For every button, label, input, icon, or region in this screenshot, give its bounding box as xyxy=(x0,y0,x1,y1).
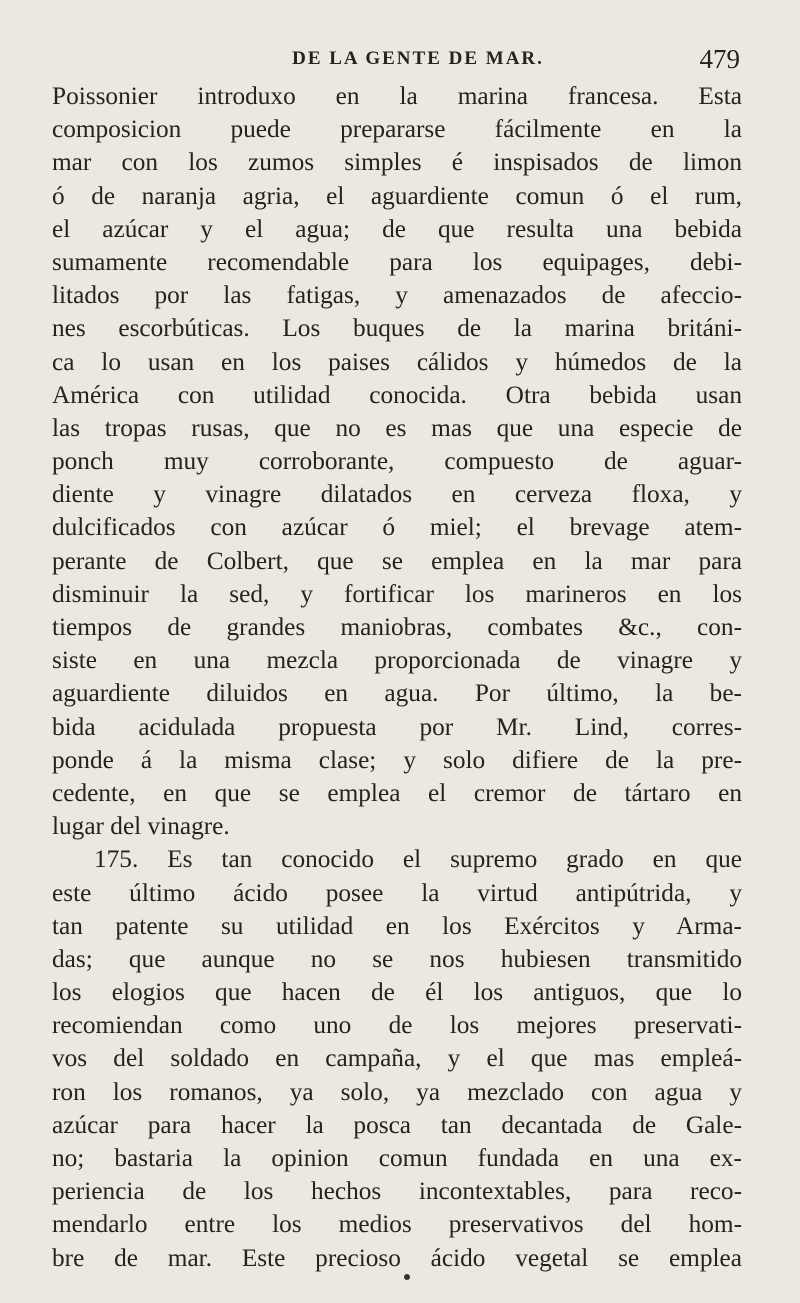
running-head xyxy=(96,40,740,74)
text-line: los elogios que hacen de él los antiguos, que lo xyxy=(52,978,742,1007)
paragraph-end-line: lugar del vinagre. xyxy=(52,812,230,841)
text-line: bida acidulada propuesta por Mr. Lind, corres- xyxy=(52,712,742,741)
text-line: azúcar para hacer la posca tan decantada de Gale- xyxy=(52,1110,742,1139)
text-line: periencia de los hechos incontextables, para reco- xyxy=(52,1177,742,1206)
text-line: composicion puede prepararse fácilmente en la xyxy=(52,115,742,144)
text-line: ponde á la misma clase; y solo difiere de la pre- xyxy=(52,745,742,774)
text-line: diente y vinagre dilatados en cerveza floxa, y xyxy=(52,480,742,509)
section-175-first-line: 175. Es tan conocido el supremo grado en que xyxy=(94,845,742,874)
text-line: mar con los zumos simples é inspisados de limon xyxy=(52,148,742,177)
text-line: litados por las fatigas, y amenazados de afeccio- xyxy=(52,281,742,310)
text-line: Poissonier introduxo en la marina francesa. Esta xyxy=(52,82,742,110)
text-line: América con utilidad conocida. Otra bebida usan xyxy=(52,380,742,409)
text-line: sumamente recomendable para los equipages, debi- xyxy=(52,247,742,276)
text-line: ó de naranja agria, el aguardiente comun ó el rum, xyxy=(52,181,742,210)
text-line: bre de mar. Este precioso ácido vegetal se emplea xyxy=(52,1243,742,1272)
text-line: das; que aunque no se nos hubiesen transmitido xyxy=(52,944,742,973)
text-line: las tropas rusas, que no es mas que una especie de xyxy=(52,413,742,442)
text-line: tiempos de grandes maniobras, combates &c., con- xyxy=(52,613,742,641)
text-line: dulcificados con azúcar ó miel; el brevage atem- xyxy=(52,513,742,542)
body-text xyxy=(52,80,742,1275)
text-line: aguardiente diluidos en agua. Por último, la be- xyxy=(52,679,742,708)
text-line: no; bastaria la opinion comun fundada en una ex- xyxy=(52,1144,742,1172)
text-line: este último ácido posee la virtud antipútrida, y xyxy=(52,878,742,907)
text-line: perante de Colbert, que se emplea en la mar para xyxy=(52,546,742,575)
text-line: mendarlo entre los medios preservativos del hom- xyxy=(52,1210,742,1239)
page-number: 479 xyxy=(699,44,740,74)
ink-speck xyxy=(404,1274,410,1280)
text-line: siste en una mezcla proporcionada de vinagre y xyxy=(52,646,742,675)
running-head-title: DE LA GENTE DE MAR. xyxy=(292,48,544,69)
text-line: el azúcar y el agua; de que resulta una bebida xyxy=(52,214,742,243)
text-line: ron los romanos, ya solo, ya mezclado con agua y xyxy=(52,1077,742,1106)
text-line: ca lo usan en los paises cálidos y húmedos de la xyxy=(52,347,742,376)
text-line: tan patente su utilidad en los Exércitos y Arma- xyxy=(52,911,742,940)
text-line: ponch muy corroborante, compuesto de aguar- xyxy=(52,447,742,476)
text-line: disminuir la sed, y fortificar los marineros en los xyxy=(52,579,742,608)
text-line: cedente, en que se emplea el cremor de tártaro en xyxy=(52,778,742,807)
text-line: nes escorbúticas. Los buques de la marina británi- xyxy=(52,314,742,343)
text-line: vos del soldado en campaña, y el que mas empleá- xyxy=(52,1044,742,1073)
text-line: recomiendan como uno de los mejores preservati- xyxy=(52,1011,742,1040)
